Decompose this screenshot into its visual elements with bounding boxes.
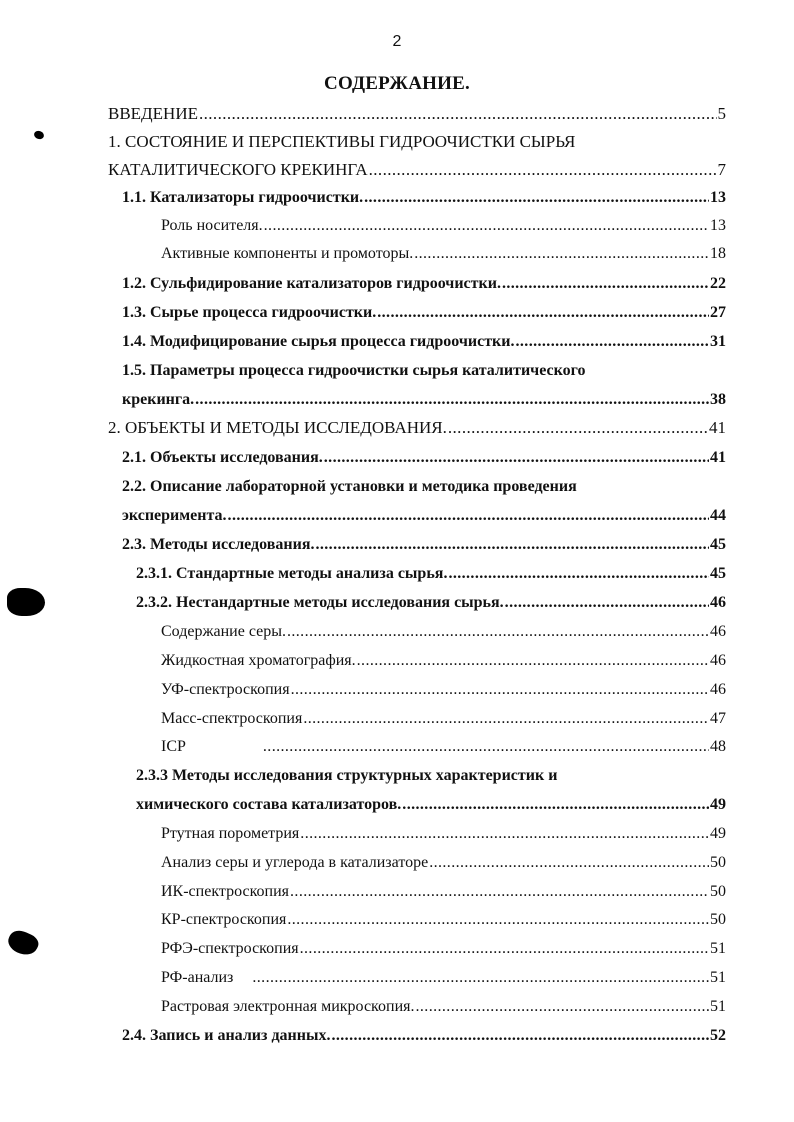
toc-entry-text: 2.4. Запись и анализ данных. (122, 1027, 331, 1044)
toc-entry-page: 18 (710, 245, 726, 262)
toc-entry-1-5-cont (122, 386, 726, 414)
toc-entry-text: 1.3. Сырье процесса гидроочистки. (122, 304, 377, 321)
toc-entry-2-3 (122, 531, 726, 559)
toc-entry-xps-spectroscopy (161, 935, 726, 963)
toc-entry-active-components (161, 240, 726, 268)
dot-leader (377, 299, 709, 327)
toc-entry-text: крекинга. (122, 391, 195, 408)
dot-leader (199, 100, 717, 128)
toc-entry-page: 13 (710, 217, 726, 234)
toc-entry-page: 46 (710, 594, 726, 611)
toc-entry-1-2 (122, 270, 726, 298)
toc-entry-1-4 (122, 328, 726, 356)
dot-leader (300, 820, 709, 848)
toc-entry-text: 1.4. Модифицирование сырья процесса гидроочистки. (122, 333, 515, 350)
toc-entry-2-2 (122, 473, 577, 501)
toc-entry-1-1 (122, 184, 726, 212)
dot-leader (414, 240, 709, 268)
toc-entry-text: 2.3. Методы исследования. (122, 536, 315, 553)
toc-entry-page: 52 (710, 1027, 726, 1044)
toc-entry-text: Жидкостная хроматография. (161, 652, 356, 669)
toc-entry-text: Масс-спектроскопия (161, 710, 303, 727)
dot-leader (331, 1022, 709, 1050)
toc-entry-icp (161, 733, 726, 761)
toc-entry-text: РФЭ-спектроскопия (161, 940, 299, 957)
toc-entry-text: Анализ серы и углерода в катализаторе (161, 854, 429, 871)
toc-entry-page: 45 (710, 536, 726, 553)
toc-entry-page: 27 (710, 304, 726, 321)
toc-entry-introduction (108, 100, 726, 128)
toc-entry-sem (161, 993, 726, 1021)
toc-entry-liquid-chromatography (161, 647, 726, 675)
toc-title: СОДЕРЖАНИЕ. (324, 73, 470, 94)
toc-entry-page: 41 (709, 418, 726, 437)
toc-entry-page: 46 (710, 652, 726, 669)
toc-entry-page: 48 (710, 738, 726, 755)
dot-leader (369, 156, 717, 184)
toc-entry-raman-spectroscopy (161, 906, 726, 934)
toc-entry-page: 51 (710, 969, 726, 986)
toc-entry-page: 46 (710, 623, 726, 640)
dot-leader (324, 444, 709, 472)
toc-entry-text: КР-спектроскопия (161, 911, 287, 928)
toc-entry-2-4 (122, 1022, 726, 1050)
dot-leader (516, 328, 710, 356)
toc-entry-page: 46 (710, 681, 726, 698)
toc-entry-2-3-2 (136, 589, 726, 617)
toc-entry-2-3-3-cont (136, 791, 726, 819)
toc-entry-text: Растровая электронная микроскопия. (161, 998, 415, 1015)
scan-mark (7, 588, 45, 616)
toc-entry-page: 51 (710, 998, 726, 1015)
dot-leader (364, 184, 709, 212)
toc-entry-text: 1. СОСТОЯНИЕ И ПЕРСПЕКТИВЫ ГИДРООЧИСТКИ СЫРЬЯ (108, 132, 576, 151)
toc-entry-page: 50 (710, 911, 726, 928)
toc-entry-sulfur-carbon-analysis (161, 849, 726, 877)
dot-leader (402, 791, 709, 819)
toc-entry-page: 47 (710, 710, 726, 727)
toc-entry-text: Роль носителя. (161, 217, 263, 234)
toc-entry-page: 5 (717, 104, 726, 123)
toc-entry-page: 7 (717, 160, 726, 179)
toc-entry-text: ICP (161, 738, 186, 755)
toc-entry-text: 1.2. Сульфидирование катализаторов гидроочистки. (122, 275, 501, 292)
toc-entry-text: Ртутная порометрия (161, 825, 300, 842)
toc-entry-chapter-1 (108, 128, 575, 156)
toc-entry-page: 45 (710, 565, 726, 582)
dot-leader (357, 647, 709, 675)
dot-leader (303, 705, 709, 733)
toc-entry-text: Содержание серы. (161, 623, 286, 640)
scan-mark (5, 927, 41, 960)
dot-leader (287, 618, 709, 646)
toc-entry-chapter-1-cont (108, 156, 726, 184)
toc-entry-2-2-cont (122, 502, 726, 530)
dot-leader (195, 386, 709, 414)
toc-entry-page: 49 (710, 796, 726, 813)
dot-leader (429, 849, 709, 877)
dot-leader (263, 733, 709, 761)
toc-entry-text: химического состава катализаторов. (136, 796, 402, 813)
toc-entry-2-3-1 (136, 560, 726, 588)
toc-entry-sulfur-content (161, 618, 726, 646)
toc-entry-text: 2.2. Описание лабораторной установки и методика проведения (122, 478, 577, 495)
dot-leader (448, 414, 708, 442)
toc-entry-page: 31 (710, 333, 726, 350)
toc-entry-page: 50 (710, 883, 726, 900)
toc-entry-text: 2.3.2. Нестандартные методы исследования сырья. (136, 594, 504, 611)
toc-entry-xrf-analysis (161, 964, 726, 992)
toc-entry-1-5 (122, 357, 585, 385)
dot-leader (502, 270, 709, 298)
toc-entry-page: 13 (710, 189, 726, 206)
toc-entry-uv-spectroscopy (161, 676, 726, 704)
toc-entry-page: 50 (710, 854, 726, 871)
toc-entry-text: 2.3.3 Методы исследования структурных характеристик и (136, 767, 558, 784)
toc-entry-text: 1.5. Параметры процесса гидроочистки сырья каталитического (122, 362, 586, 379)
dot-leader (448, 560, 709, 588)
toc-entry-ir-spectroscopy (161, 878, 726, 906)
toc-entry-chapter-2 (108, 414, 726, 442)
toc-entry-text: 1.1. Катализаторы гидроочистки. (122, 189, 364, 206)
toc-entry-text: УФ-спектроскопия (161, 681, 290, 698)
dot-leader (416, 993, 710, 1021)
toc-entry-text: 2.1. Объекты исследования. (122, 449, 323, 466)
toc-entry-text: 2.3.1. Стандартные методы анализа сырья. (136, 565, 448, 582)
dot-leader (290, 878, 709, 906)
toc-entry-text: РФ-анализ (161, 969, 234, 986)
dot-leader (300, 935, 709, 963)
toc-entry-2-1 (122, 444, 726, 472)
toc-entry-carrier-role (161, 212, 726, 240)
toc-entry-text: 2. ОБЪЕКТЫ И МЕТОДЫ ИССЛЕДОВАНИЯ. (108, 418, 447, 437)
toc-entry-text: эксперимента. (122, 507, 227, 524)
toc-entry-page: 38 (710, 391, 726, 408)
toc-entry-text: Активные компоненты и промоторы. (161, 245, 414, 262)
toc-entry-2-3-3 (136, 762, 557, 790)
scan-mark (33, 130, 45, 141)
dot-leader (228, 502, 709, 530)
dot-leader (264, 212, 709, 240)
toc-entry-mercury-porometry (161, 820, 726, 848)
page-number: 2 (392, 33, 402, 50)
toc-entry-mass-spectroscopy (161, 705, 726, 733)
toc-entry-page: 41 (710, 449, 726, 466)
toc-entry-text: КАТАЛИТИЧЕСКОГО КРЕКИНГА (108, 160, 368, 179)
toc-entry-page: 51 (710, 940, 726, 957)
dot-leader (287, 906, 709, 934)
toc-entry-page: 49 (710, 825, 726, 842)
dot-leader (315, 531, 709, 559)
dot-leader (252, 964, 709, 992)
dot-leader (291, 676, 709, 704)
toc-entry-page: 44 (710, 507, 726, 524)
toc-entry-1-3 (122, 299, 726, 327)
toc-entry-text: ВВЕДЕНИЕ (108, 104, 198, 123)
toc-entry-text: ИК-спектроскопия (161, 883, 290, 900)
toc-entry-page: 22 (710, 275, 726, 292)
dot-leader (505, 589, 709, 617)
